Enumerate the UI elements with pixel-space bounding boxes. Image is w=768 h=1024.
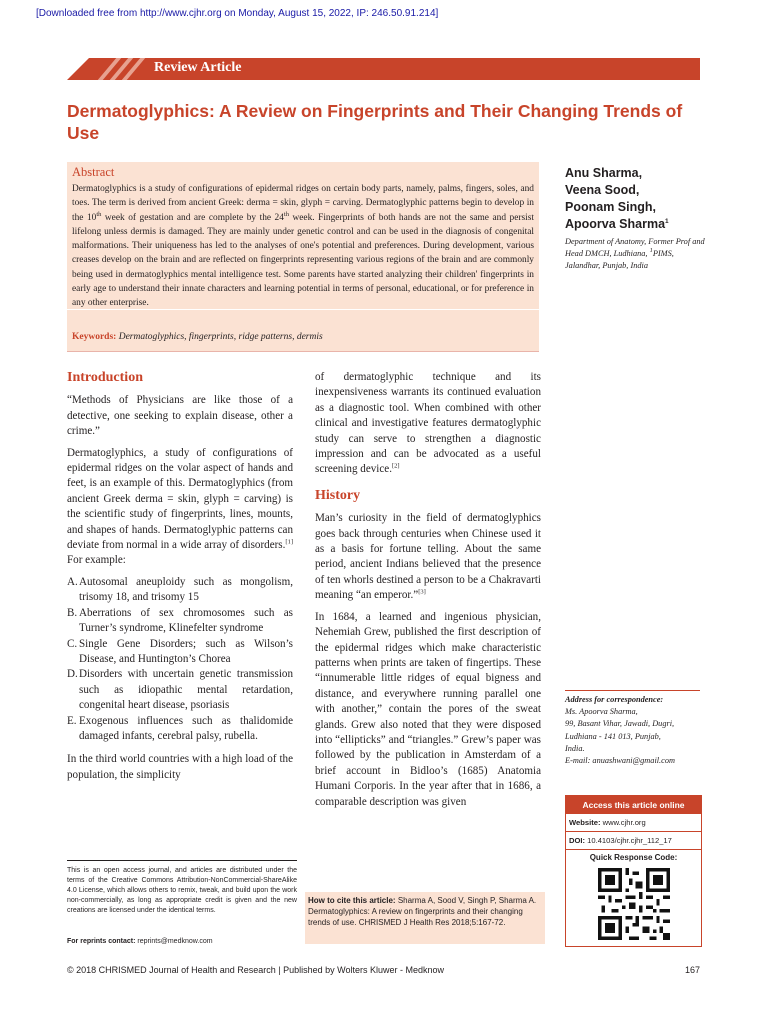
history-heading: History — [315, 487, 361, 503]
history-paragraph: In 1684, a learned and ingenious physician, Nehemiah Grew, published the first description of the epidermal ridges which make characteristic patterns when prints are taken of fingertips. These “innumerable little ridges of equal bigness and distance, and everywhere running parallel one with another,” contain the pores of the sweat glands. Grew also noted that they were disposed into “ellipticks” and “triangles.” Grew’s paper was followed by the publication in Amsterdam of a brief account in Bidloo’s (1685) Anatomia Humani Corporis. In the year after that in 1686, a comparable description was given — [315, 610, 541, 808]
qr-code-icon[interactable] — [598, 868, 670, 940]
history-paragraph: Man’s curiosity in the field of dermatoglyphics goes back through centuries when Chinese used it as a basis for fortune telling. About the same period, ancient Indians believed that the presence of ten whorls destined a person to be a Chakravarti meaning “an emperor.”[3] — [315, 512, 541, 602]
intro-quote: “Methods of Physicians are like those of a detective, one seeking to explain disease, other a crime.” — [67, 394, 293, 438]
page-footer — [67, 965, 700, 975]
download-note: [Downloaded free from http://www.cjhr.org on Monday, August 15, 2022, IP: 246.50.91.214] — [36, 8, 439, 19]
list-item: D. Disorders with uncertain genetic transmission such as idiopathic mental retardation, congenital heart disease, psoriasis — [67, 668, 293, 712]
license-note: This is an open access journal, and articles are distributed under the terms of the Creative Commons Attribution-NonCommercial-ShareAlike 4.0 License, which allows others to remix, tweak, and build upon the work non-commercially, as long as appropriate credit is given and the new creations are licensed under the identical terms. — [67, 867, 297, 914]
doi-row: DOI: 10.4103/cjhr.cjhr_112_17 — [566, 832, 701, 850]
citation-box: How to cite this article: Sharma A, Sood V, Singh P, Sharma A. Dermatoglyphics: A review on fingerprints and their changing trends of use. CHRISMED J Health Res 2018;5:167-72. — [305, 892, 545, 944]
right-column — [315, 370, 541, 816]
abstract-heading: Abstract — [72, 165, 115, 179]
introduction-heading: Introduction — [67, 370, 143, 385]
article-title: Dermatoglyphics: A Review on Fingerprints and Their Changing Trends of Use — [67, 101, 683, 143]
website-link[interactable]: www.cjhr.org — [602, 818, 646, 827]
access-box — [565, 795, 702, 947]
article-type-label: Review Article — [154, 60, 242, 75]
correspondence: Address for correspondence: Ms. Apoorva Sharma, 99, Basant Vihar, Jawadi, Dugri, Ludhiana - 141 013, Punjab, India. E-mail: anuashwani@gmail.com — [565, 695, 675, 766]
list-item: C. Single Gene Disorders; such as Wilson’s Disease, and Huntington’s Chorea — [67, 637, 293, 665]
page-number: 167 — [684, 965, 700, 975]
author: Veena Sood, — [565, 183, 640, 197]
intro-paragraph: of dermatoglyphic technique and its inexpensiveness warrants its continued evaluation as a diagnostic tool. When combined with other clinical and investigative features dermatoglyphic study can serve to strengthen a diagnostic impression and can be advocated as a useful screening device.[2] — [315, 371, 541, 476]
list-item: E. Exogenous influences such as thalidomide damaged infants, cerebral palsy, rubella. — [67, 714, 293, 742]
disorder-list — [67, 575, 293, 744]
author: Apoorva Sharma$^1$ — [565, 217, 669, 231]
section-banner — [67, 58, 700, 80]
intro-paragraph: Dermatoglyphics, a study of configurations of epidermal ridges on the volar aspect of hands and feet, is an example of this. Dermatoglyphics (from ancient Greek derma = skin, glyph = carving) is the scientific study of fingerprints, lines, mounts, and shapes of hands. Dermatoglyphic patterns can deviate from normal in a wide array of disorders.[1] For example: — [67, 446, 293, 567]
access-heading: Access this article online — [566, 796, 701, 814]
abstract-body: Dermatoglyphics is a study of configurations of epidermal ridges on certain body parts, namely, palms, fingers, soles, and toes. The term is derived from ancient Greek: derma = skin, glyph = carving. Dermatoglyphic patterns begin to develop in the 10th week of gestation and are complete by the 24th week. Fingerprints of both hands are not the same and persist lifelong unless dermis is damaged. They are mainly under genetic control and can be used in the diagnosis of congenital malformations. Their uniqueness has led to the analyses of one's potential and preferences. During development, various creases develop on the brain and are reflected on fingerprints representing various regions of the brain and are commonly being used in dermatoglyphics mental intelligence test. Some parents have started analyzing their children' fingerprints in early age to understand their innate characters and learning potential in terms of personal, educational, or for preference in any other enterprise. — [72, 184, 534, 309]
abstract-box — [67, 162, 539, 351]
qr-label: Quick Response Code: — [589, 853, 678, 862]
affiliation: Department of Anatomy, Former Prof and Head DMCH, Ludhiana, $^1$PIMS, Jalandhar, Punjab, India — [565, 237, 705, 271]
author-list — [565, 165, 705, 233]
author: Poonam Singh, — [565, 200, 656, 214]
website-row: Website: www.cjhr.org — [566, 814, 701, 832]
reprints-contact: For reprints contact: reprints@medknow.com — [67, 938, 213, 945]
footer-text: © 2018 CHRISMED Journal of Health and Research | Published by Wolters Kluwer - Medknow — [67, 965, 444, 975]
list-item: A. Autosomal aneuploidy such as mongolism, trisomy 18, and trisomy 15 — [67, 575, 293, 604]
keywords: Keywords: Dermatoglyphics, fingerprints, ridge patterns, dermis — [72, 332, 323, 342]
author: Anu Sharma, — [565, 166, 643, 180]
list-item: B. Aberrations of sex chromosomes such as Turner’s syndrome, Klinefelter syndrome — [67, 606, 293, 635]
left-column — [67, 370, 293, 789]
intro-paragraph: In the third world countries with a high load of the population, the simplicity — [67, 753, 293, 781]
